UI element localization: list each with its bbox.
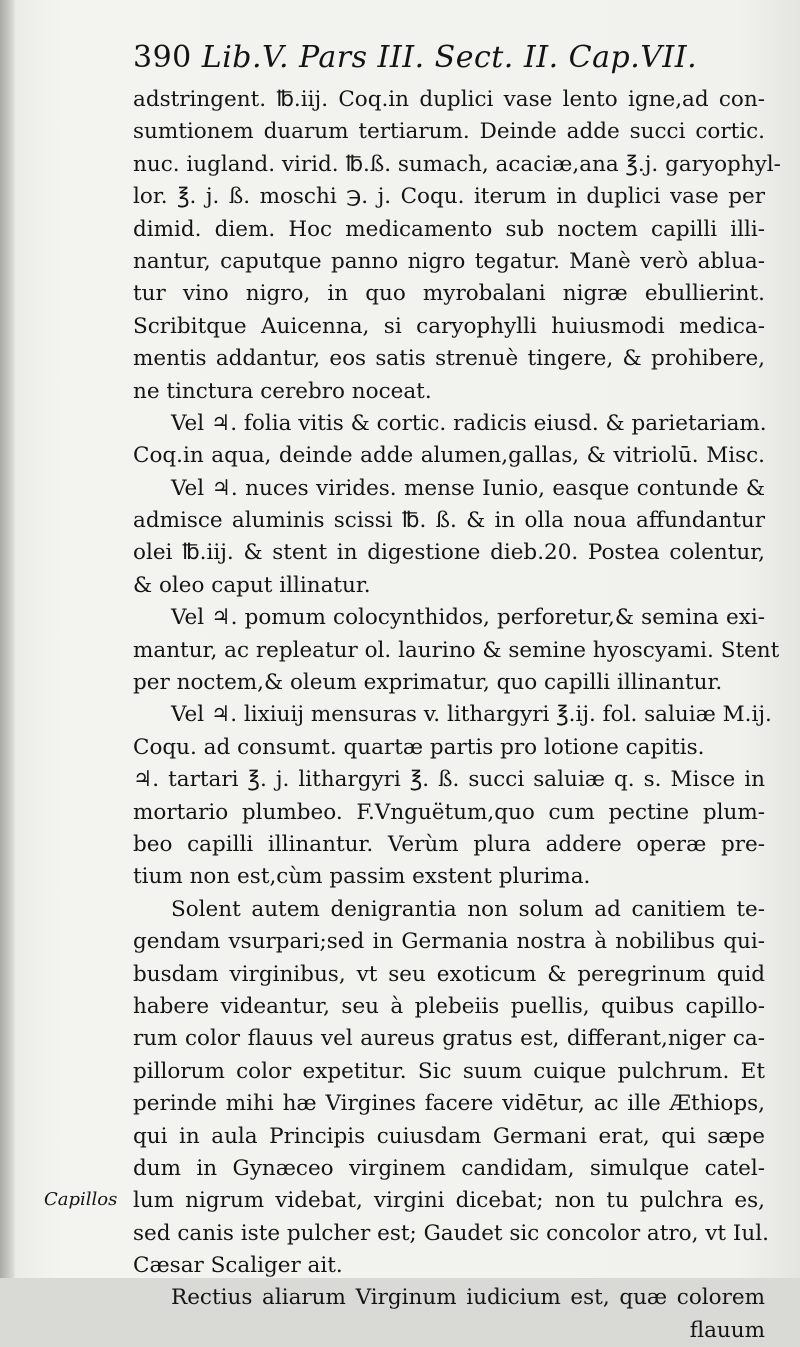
running-title: Lib.V. Pars III. Sect. II. Cap.VII. (201, 40, 698, 75)
text-line: busdam virginibus, vt seu exoticum & peregrinum quid (133, 961, 765, 987)
scan-edge-shadow (0, 0, 14, 1278)
text-line: dimid. diem. Hoc medicamento sub noctem capilli illi- (133, 216, 765, 242)
text-line: nuc. iugland. virid. ℔.ß. sumach, acaciæ,ana ℥.j. garyophyl- (133, 151, 781, 177)
text-line: perinde mihi hæ Virgines facere vidētur, ac ille Æthiops, (133, 1091, 765, 1117)
text-body (133, 84, 781, 1347)
text-line: Vel ♃. nuces virides. mense Iunio, easque contunde & (171, 475, 765, 501)
text-line: nantur, caputque panno nigro tegatur. Manè verò ablua- (133, 248, 765, 274)
text-line: Solent autem denigrantia non solum ad canitiem te- (171, 896, 765, 922)
text-line: dum in Gynæceo virginem candidam, simulque catel- (133, 1155, 765, 1181)
running-header (133, 40, 763, 75)
text-line: gendam vsurpari;sed in Germania nostra à nobilibus qui- (133, 929, 765, 955)
text-line: lum nigrum videbat, virgini dicebat; non tu pulchra es, (133, 1188, 765, 1214)
text-line: qui in aula Principis cuiusdam Germani erat, qui sæpe (133, 1123, 765, 1149)
margin-note: Capillos (44, 1189, 118, 1210)
text-line: flauum (689, 1317, 765, 1343)
text-line: lor. ℥. j. ß. moschi ℈. j. Coqu. iterum in duplici vase per (133, 184, 765, 210)
text-line: mantur, ac repleatur ol. laurino & semine hyoscyami. Stent (133, 637, 780, 663)
text-line: Vel ♃. pomum colocynthidos, perforetur,& semina exi- (171, 605, 765, 631)
text-line: olei ℔.iij. & stent in digestione dieb.20. Postea colentur, (133, 540, 765, 566)
text-line: Coq.in aqua, deinde adde alumen,gallas, & vitriolū. Misc. (133, 443, 765, 469)
text-line: beo capilli illinantur. Verùm plura addere operæ pre- (133, 831, 765, 857)
text-line: mentis addantur, eos satis strenuè tingere, & prohibere, (133, 346, 765, 372)
text-line: Coqu. ad consumt. quartæ partis pro lotione capitis. (133, 734, 705, 760)
page-number: 390 (133, 40, 192, 75)
text-line: Vel ♃. folia vitis & cortic. radicis eiusd. & parietariam. (171, 410, 767, 436)
text-line: Scribitque Auicenna, si caryophylli huiusmodi medica- (133, 313, 765, 339)
text-line: per noctem,& oleum exprimatur, quo capilli illinantur. (133, 670, 723, 696)
text-line: rum color flauus vel aureus gratus est, differant,niger ca- (133, 1026, 765, 1052)
text-line: & oleo caput illinatur. (133, 572, 371, 598)
text-line: habere videantur, seu à plebeiis puellis, quibus capillo- (133, 993, 765, 1019)
text-line: Vel ♃. lixiuij mensuras v. lithargyri ℥.ij. fol. saluiæ M.ij. (171, 702, 772, 728)
text-line: sed canis iste pulcher est; Gaudet sic concolor atro, vt Iul. (133, 1220, 769, 1246)
text-line: Cæsar Scaliger ait. (133, 1253, 343, 1279)
text-line: admisce aluminis scissi ℔. ß. & in olla noua affundantur (133, 508, 765, 534)
text-line: ♃. tartari ℥. j. lithargyri ℥. ß. succi saluiæ q. s. Misce in (133, 767, 765, 793)
text-line: tur vino nigro, in quo myrobalani nigræ ebullierint. (133, 281, 765, 307)
text-line: adstringent. ℔.iij. Coq.in duplici vase lento igne,ad con- (133, 87, 765, 112)
text-line: sumtionem duarum tertiarum. Deinde adde succi cortic. (133, 119, 765, 145)
text-line: mortario plumbeo. F.Vnguëtum,quo cum pectine plum- (133, 799, 765, 825)
text-line: ne tinctura cerebro noceat. (133, 378, 432, 404)
text-line: tium non est,cùm passim exstent plurima. (133, 864, 591, 890)
text-line: Rectius aliarum Virginum iudicium est, quæ colorem (171, 1285, 765, 1311)
text-line: pillorum color expetitur. Sic suum cuique pulchrum. Et (133, 1058, 765, 1084)
